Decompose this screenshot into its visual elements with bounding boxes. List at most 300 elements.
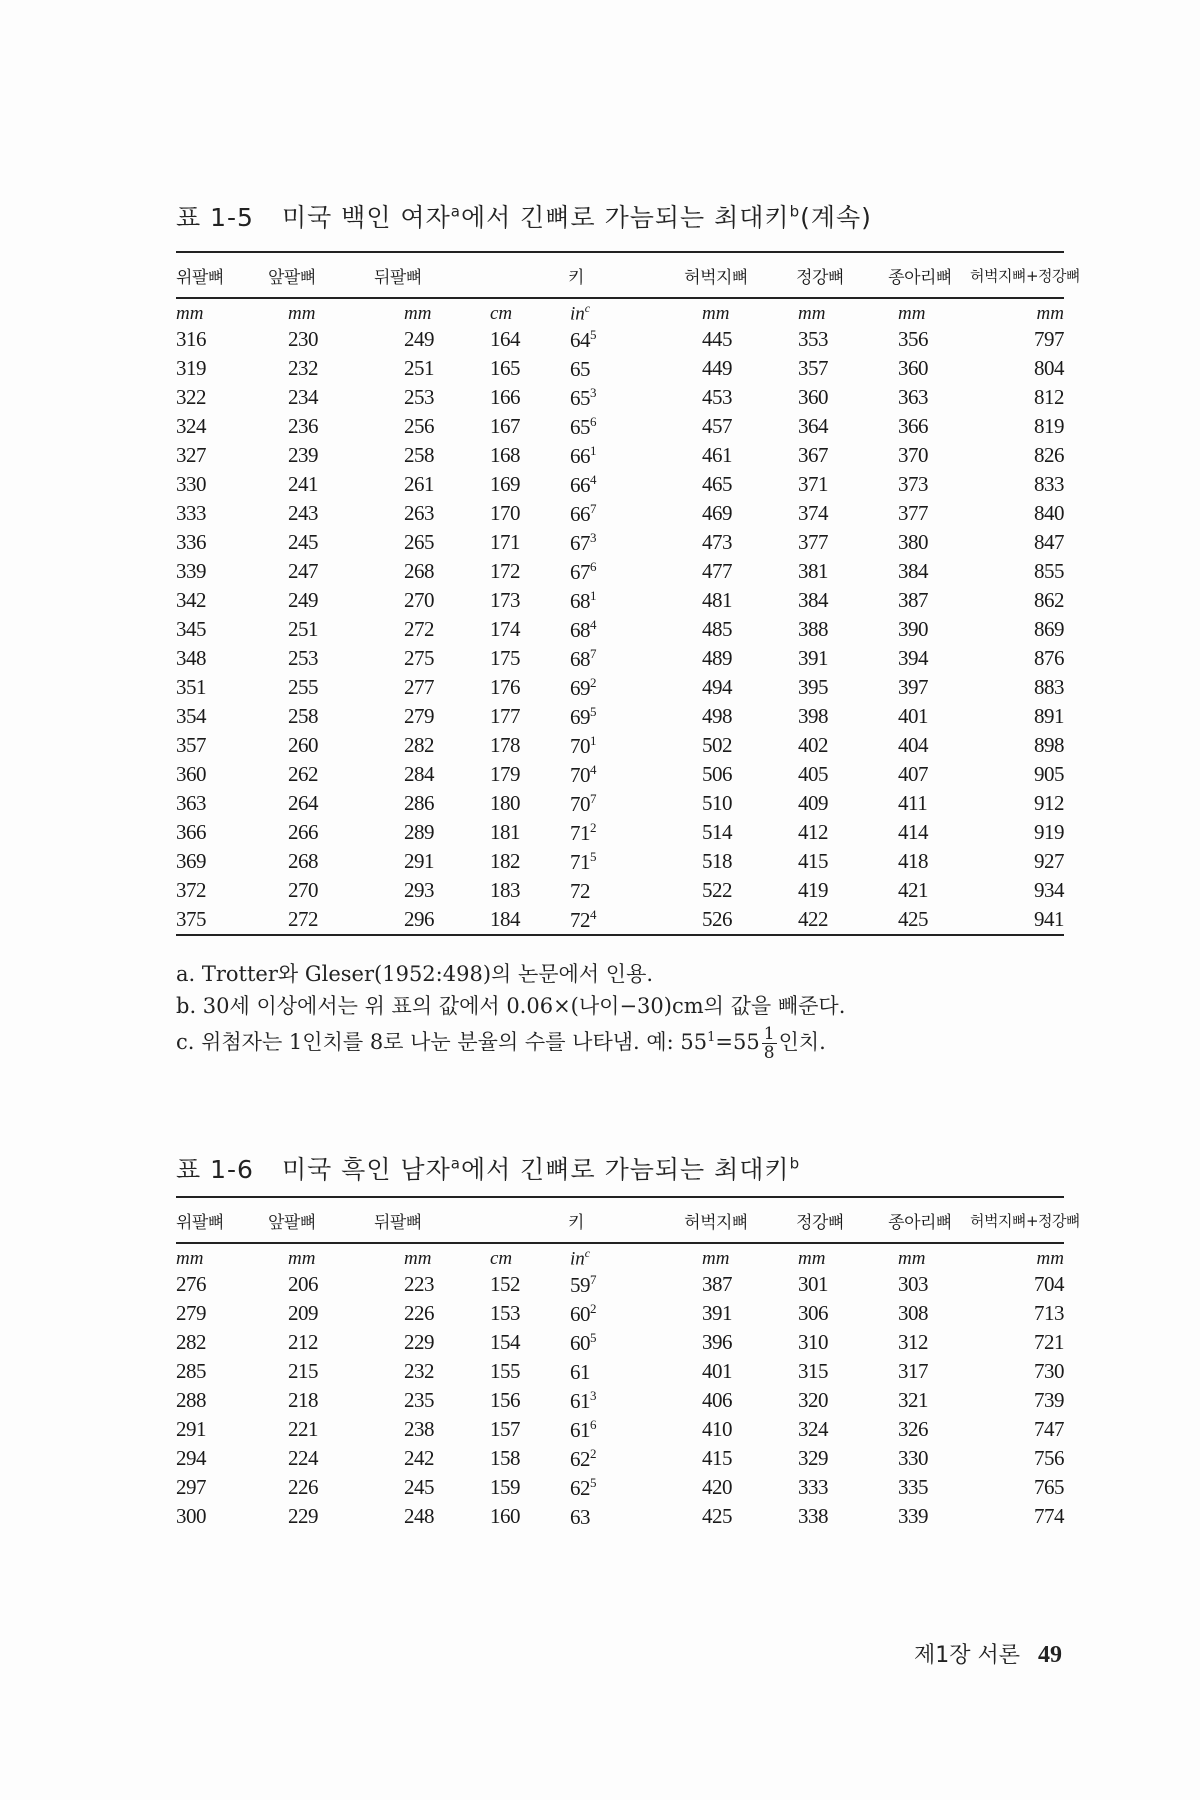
header-humerus: 위팔뼈	[176, 252, 268, 298]
cell-ulna-value: 261	[404, 472, 434, 496]
cell-tibia	[770, 1473, 870, 1502]
cell-stature-cm-value: 170	[490, 501, 520, 525]
eighths-superscript: 5	[590, 848, 596, 864]
cell-radius	[268, 1357, 374, 1386]
cell-femur-tibia	[970, 557, 1064, 586]
cell-humerus	[176, 354, 268, 383]
cell-femur-tibia	[970, 441, 1064, 470]
cell-femur-tibia-value: 730	[1034, 1359, 1064, 1383]
cell-stature-cm-value: 182	[490, 849, 520, 873]
cell-femur-value: 406	[702, 1388, 732, 1412]
cell-femur-value: 457	[702, 414, 732, 438]
header-radius: 앞팔뼈	[268, 1197, 374, 1243]
eighths-superscript: 2	[590, 1300, 596, 1316]
cell-stature-in-value: 60	[570, 1301, 590, 1326]
cell-femur-tibia-value: 747	[1034, 1417, 1064, 1441]
unit-label-in	[566, 1243, 662, 1270]
cell-ulna	[374, 615, 490, 644]
cell-stature-cm-value: 157	[490, 1417, 520, 1441]
eighths-superscript: 7	[590, 500, 596, 516]
cell-ulna	[374, 1357, 490, 1386]
unit-label: mm	[798, 303, 826, 324]
cell-ulna	[374, 325, 490, 354]
unit-label: mm	[404, 303, 432, 324]
cell-ulna-value: 275	[404, 646, 434, 670]
table-notes	[176, 958, 845, 1062]
cell-radius	[268, 557, 374, 586]
cell-fibula-value: 407	[898, 762, 928, 786]
cell-stature-in	[566, 1386, 662, 1415]
cell-femur-tibia-value: 919	[1034, 820, 1064, 844]
cell-humerus-value: 345	[176, 617, 206, 641]
cell-stature-in	[566, 876, 662, 905]
cell-femur	[662, 818, 770, 847]
cell-stature-cm-value: 160	[490, 1504, 520, 1528]
cell-femur-tibia	[970, 818, 1064, 847]
cell-humerus	[176, 528, 268, 557]
table-row	[176, 731, 1064, 760]
cell-humerus-value: 363	[176, 791, 206, 815]
cell-fibula	[870, 789, 970, 818]
cell-tibia-value: 301	[798, 1272, 828, 1296]
cell-stature-cm-value: 154	[490, 1330, 520, 1354]
cell-tibia-value: 329	[798, 1446, 828, 1470]
unit-label: mm	[404, 1248, 432, 1269]
caption-text: 미국 흑인 남자	[281, 1155, 451, 1184]
cell-femur	[662, 470, 770, 499]
cell-humerus	[176, 1444, 268, 1473]
cell-stature-in	[566, 615, 662, 644]
cell-femur-value: 469	[702, 501, 732, 525]
cell-radius	[268, 1386, 374, 1415]
cell-radius-value: 241	[288, 472, 318, 496]
caption-text: 에서 긴뼈로 가늠되는 최대키	[460, 1155, 790, 1184]
cell-stature-cm-value: 175	[490, 646, 520, 670]
cell-femur-tibia-value: 840	[1034, 501, 1064, 525]
unit-label: mm	[898, 303, 926, 324]
cell-ulna	[374, 789, 490, 818]
cell-fibula	[870, 354, 970, 383]
note-c	[176, 1022, 845, 1062]
cell-ulna-value: 289	[404, 820, 434, 844]
cell-radius-value: 270	[288, 878, 318, 902]
cell-tibia-value: 384	[798, 588, 828, 612]
cell-stature-in	[566, 1299, 662, 1328]
cell-femur	[662, 499, 770, 528]
cell-humerus	[176, 1357, 268, 1386]
cell-tibia-value: 360	[798, 385, 828, 409]
eighths-superscript: 4	[590, 471, 596, 487]
cell-radius-value: 245	[288, 530, 318, 554]
unit-label: mm	[702, 303, 730, 324]
eighths-superscript: 5	[590, 1474, 596, 1490]
cell-humerus-value: 276	[176, 1272, 206, 1296]
cell-stature-in	[566, 441, 662, 470]
cell-fibula	[870, 615, 970, 644]
cell-fibula	[870, 528, 970, 557]
cell-femur	[662, 557, 770, 586]
eighths-superscript: 1	[590, 732, 596, 748]
cell-ulna-value: 238	[404, 1417, 434, 1441]
cell-tibia-value: 405	[798, 762, 828, 786]
cell-tibia	[770, 847, 870, 876]
cell-fibula	[870, 470, 970, 499]
cell-tibia-value: 353	[798, 327, 828, 351]
cell-radius-value: 239	[288, 443, 318, 467]
cell-fibula-value: 373	[898, 472, 928, 496]
footnote-mark-b: b	[789, 1154, 801, 1173]
cell-stature-in	[566, 1415, 662, 1444]
cell-stature-cm	[490, 615, 566, 644]
eighths-superscript: 3	[590, 529, 596, 545]
cell-radius-value: 206	[288, 1272, 318, 1296]
cell-ulna	[374, 557, 490, 586]
cell-stature-in-value: 59	[570, 1272, 590, 1297]
cell-stature-in-value: 70	[570, 733, 590, 758]
cell-tibia	[770, 383, 870, 412]
cell-femur	[662, 1299, 770, 1328]
cell-tibia	[770, 1299, 870, 1328]
cell-radius	[268, 354, 374, 383]
cell-femur-tibia-value: 862	[1034, 588, 1064, 612]
cell-stature-in-value: 65	[570, 385, 590, 410]
cell-humerus-value: 294	[176, 1446, 206, 1470]
cell-stature-in-value: 71	[570, 849, 590, 874]
cell-femur-tibia	[970, 412, 1064, 441]
cell-femur-tibia	[970, 383, 1064, 412]
cell-stature-cm-value: 166	[490, 385, 520, 409]
unit-label: mm	[1036, 303, 1064, 324]
cell-stature-in	[566, 557, 662, 586]
cell-stature-cm-value: 184	[490, 907, 520, 931]
cell-tibia-value: 320	[798, 1388, 828, 1412]
cell-humerus	[176, 615, 268, 644]
unit-label: mm	[176, 1248, 204, 1269]
cell-ulna	[374, 412, 490, 441]
fraction	[762, 1025, 777, 1062]
cell-tibia	[770, 1415, 870, 1444]
cell-fibula	[870, 1444, 970, 1473]
eighths-superscript: 1	[590, 442, 596, 458]
cell-tibia	[770, 644, 870, 673]
cell-humerus	[176, 383, 268, 412]
cell-fibula-value: 394	[898, 646, 928, 670]
cell-femur-tibia-value: 855	[1034, 559, 1064, 583]
cell-femur-value: 477	[702, 559, 732, 583]
eighths-superscript: 2	[590, 1445, 596, 1461]
cell-femur	[662, 1357, 770, 1386]
cell-tibia-value: 377	[798, 530, 828, 554]
cell-femur-value: 425	[702, 1504, 732, 1528]
cell-femur	[662, 1473, 770, 1502]
cell-fibula	[870, 586, 970, 615]
cell-radius	[268, 499, 374, 528]
cell-radius-value: 215	[288, 1359, 318, 1383]
note-c-eq: =55	[715, 1030, 760, 1054]
cell-stature-in-value: 60	[570, 1330, 590, 1355]
cell-humerus	[176, 644, 268, 673]
cell-femur-value: 387	[702, 1272, 732, 1296]
eighths-superscript: 4	[590, 616, 596, 632]
unit-label: mm	[798, 1248, 826, 1269]
cell-humerus-value: 279	[176, 1301, 206, 1325]
table-row	[176, 1328, 1064, 1357]
cell-humerus-value: 288	[176, 1388, 206, 1412]
unit-label: mm	[288, 303, 316, 324]
cell-tibia	[770, 905, 870, 935]
cell-stature-cm	[490, 1473, 566, 1502]
cell-ulna	[374, 383, 490, 412]
units-row	[176, 1243, 1064, 1270]
cell-ulna-value: 248	[404, 1504, 434, 1528]
eighths-superscript: 4	[590, 761, 596, 777]
cell-stature-in	[566, 1328, 662, 1357]
cell-stature-cm-value: 172	[490, 559, 520, 583]
cell-fibula-value: 330	[898, 1446, 928, 1470]
fraction-numerator: 1	[763, 1024, 775, 1044]
cell-fibula-value: 418	[898, 849, 928, 873]
cell-ulna-value: 263	[404, 501, 434, 525]
cell-fibula	[870, 1386, 970, 1415]
cell-femur-tibia-value: 819	[1034, 414, 1064, 438]
cell-stature-in	[566, 470, 662, 499]
cell-fibula-value: 326	[898, 1417, 928, 1441]
cell-tibia-value: 409	[798, 791, 828, 815]
fraction-denominator: 8	[763, 1043, 775, 1063]
cell-radius	[268, 876, 374, 905]
header-radius: 앞팔뼈	[268, 252, 374, 298]
table-header-row	[176, 1197, 1064, 1243]
cell-ulna	[374, 1328, 490, 1357]
cell-tibia	[770, 1357, 870, 1386]
table-row	[176, 1444, 1064, 1473]
cell-ulna-value: 251	[404, 356, 434, 380]
cell-stature-cm	[490, 557, 566, 586]
cell-ulna	[374, 702, 490, 731]
note-c-text: c. 위첨자는 1인치를 8로 나눈 분율의 수를 나타냄. 예: 55	[176, 1030, 708, 1054]
cell-stature-in	[566, 325, 662, 354]
cell-stature-in-value: 61	[570, 1417, 590, 1442]
cell-humerus	[176, 760, 268, 789]
eighths-superscript: 7	[590, 790, 596, 806]
header-tibia: 정강뼈	[770, 252, 870, 298]
cell-fibula-value: 303	[898, 1272, 928, 1296]
cell-stature-in-value: 71	[570, 820, 590, 845]
cell-tibia	[770, 1444, 870, 1473]
cell-stature-in-value: 72	[570, 878, 590, 903]
table-row	[176, 528, 1064, 557]
cell-tibia-value: 371	[798, 472, 828, 496]
table-1-6-caption	[176, 1150, 800, 1186]
cell-humerus	[176, 325, 268, 354]
cell-fibula	[870, 847, 970, 876]
chapter-title: 제1장 서론	[914, 1643, 1020, 1668]
note-c-suffix: 인치.	[778, 1030, 826, 1054]
caption-text: 미국 백인 여자	[281, 203, 451, 232]
header-femur: 허벅지뼈	[662, 252, 770, 298]
cell-radius-value: 243	[288, 501, 318, 525]
cell-fibula	[870, 383, 970, 412]
cell-femur-tibia	[970, 354, 1064, 383]
cell-radius-value: 230	[288, 327, 318, 351]
cell-tibia-value: 306	[798, 1301, 828, 1325]
cell-humerus-value: 351	[176, 675, 206, 699]
cell-humerus	[176, 412, 268, 441]
unit-label-in	[566, 298, 662, 325]
cell-ulna-value: 270	[404, 588, 434, 612]
cell-femur-value: 449	[702, 356, 732, 380]
table-row	[176, 1415, 1064, 1444]
cell-radius	[268, 383, 374, 412]
cell-ulna-value: 242	[404, 1446, 434, 1470]
table-body	[176, 298, 1064, 935]
cell-stature-cm-value: 159	[490, 1475, 520, 1499]
cell-ulna-value: 235	[404, 1388, 434, 1412]
cell-tibia-value: 310	[798, 1330, 828, 1354]
cell-tibia-value: 419	[798, 878, 828, 902]
cell-femur-tibia-value: 891	[1034, 704, 1064, 728]
cell-femur-tibia-value: 797	[1034, 327, 1064, 351]
cell-radius	[268, 586, 374, 615]
cell-ulna-value: 249	[404, 327, 434, 351]
cell-stature-in	[566, 1357, 662, 1386]
table-row	[176, 1270, 1064, 1299]
cell-femur-tibia	[970, 1328, 1064, 1357]
cell-tibia-value: 395	[798, 675, 828, 699]
cell-stature-in-value: 69	[570, 704, 590, 729]
cell-radius	[268, 528, 374, 557]
cell-radius-value: 232	[288, 356, 318, 380]
cell-humerus	[176, 586, 268, 615]
cell-stature-in	[566, 673, 662, 702]
cell-humerus-value: 316	[176, 327, 206, 351]
cell-tibia	[770, 1328, 870, 1357]
cell-radius	[268, 615, 374, 644]
eighths-superscript: 3	[590, 384, 596, 400]
cell-tibia	[770, 1270, 870, 1299]
cell-ulna-value: 232	[404, 1359, 434, 1383]
cell-radius	[268, 847, 374, 876]
cell-radius	[268, 1299, 374, 1328]
cell-ulna	[374, 354, 490, 383]
cell-ulna	[374, 1299, 490, 1328]
cell-stature-cm	[490, 586, 566, 615]
cell-femur-tibia-value: 756	[1034, 1446, 1064, 1470]
cell-radius-value: 268	[288, 849, 318, 873]
cell-ulna-value: 226	[404, 1301, 434, 1325]
note-a: a. Trotter와 Gleser(1952:498)의 논문에서 인용.	[176, 962, 654, 986]
cell-radius	[268, 731, 374, 760]
cell-fibula-value: 370	[898, 443, 928, 467]
cell-tibia-value: 402	[798, 733, 828, 757]
cell-humerus-value: 357	[176, 733, 206, 757]
cell-radius	[268, 1444, 374, 1473]
header-fibula: 종아리뼈	[870, 1197, 970, 1243]
cell-tibia	[770, 499, 870, 528]
table-row	[176, 760, 1064, 789]
cell-humerus	[176, 441, 268, 470]
cell-ulna	[374, 818, 490, 847]
cell-stature-cm-value: 152	[490, 1272, 520, 1296]
cell-humerus-value: 348	[176, 646, 206, 670]
table-row	[176, 586, 1064, 615]
header-fibula: 종아리뼈	[870, 252, 970, 298]
cell-tibia-value: 357	[798, 356, 828, 380]
cell-humerus-value: 354	[176, 704, 206, 728]
cell-ulna	[374, 1502, 490, 1531]
eighths-superscript: 2	[590, 819, 596, 835]
cell-stature-in	[566, 1502, 662, 1531]
cell-stature-in	[566, 702, 662, 731]
cell-stature-in-value: 66	[570, 501, 590, 526]
cell-humerus-value: 322	[176, 385, 206, 409]
table-row	[176, 847, 1064, 876]
cell-ulna-value: 279	[404, 704, 434, 728]
cell-fibula-value: 387	[898, 588, 928, 612]
cell-femur-tibia	[970, 1502, 1064, 1531]
cell-stature-in-value: 61	[570, 1388, 590, 1413]
cell-humerus	[176, 1473, 268, 1502]
cell-fibula-value: 397	[898, 675, 928, 699]
cell-femur	[662, 528, 770, 557]
cell-stature-in-value: 64	[570, 327, 590, 352]
table-row	[176, 325, 1064, 354]
cell-radius	[268, 760, 374, 789]
cell-radius-value: 229	[288, 1504, 318, 1528]
cell-fibula-value: 390	[898, 617, 928, 641]
cell-stature-cm-value: 183	[490, 878, 520, 902]
cell-stature-cm	[490, 383, 566, 412]
cell-femur-value: 514	[702, 820, 732, 844]
footnote-mark-c: c	[584, 1245, 591, 1260]
cell-tibia	[770, 412, 870, 441]
cell-stature-in-value: 69	[570, 675, 590, 700]
cell-humerus	[176, 789, 268, 818]
cell-ulna	[374, 847, 490, 876]
cell-ulna	[374, 1473, 490, 1502]
cell-stature-cm-value: 173	[490, 588, 520, 612]
eighths-superscript: 5	[590, 703, 596, 719]
cell-fibula	[870, 441, 970, 470]
cell-humerus-value: 330	[176, 472, 206, 496]
cell-stature-cm-value: 171	[490, 530, 520, 554]
cell-fibula-value: 401	[898, 704, 928, 728]
cell-radius-value: 234	[288, 385, 318, 409]
cell-fibula-value: 335	[898, 1475, 928, 1499]
cell-tibia-value: 338	[798, 1504, 828, 1528]
cell-radius-value: 226	[288, 1475, 318, 1499]
cell-stature-cm	[490, 1270, 566, 1299]
cell-fibula	[870, 1357, 970, 1386]
cell-femur-tibia-value: 721	[1034, 1330, 1064, 1354]
cell-femur-tibia	[970, 905, 1064, 935]
cell-stature-cm	[490, 354, 566, 383]
cell-humerus-value: 282	[176, 1330, 206, 1354]
cell-femur-tibia	[970, 528, 1064, 557]
cell-femur-tibia-value: 804	[1034, 356, 1064, 380]
cell-femur	[662, 412, 770, 441]
cell-ulna-value: 265	[404, 530, 434, 554]
table-body	[176, 1243, 1064, 1531]
cell-stature-in	[566, 1270, 662, 1299]
cell-radius-value: 253	[288, 646, 318, 670]
cell-radius	[268, 470, 374, 499]
table-row	[176, 470, 1064, 499]
cell-femur-value: 465	[702, 472, 732, 496]
cell-femur	[662, 615, 770, 644]
cell-femur-tibia	[970, 615, 1064, 644]
cell-femur	[662, 1502, 770, 1531]
